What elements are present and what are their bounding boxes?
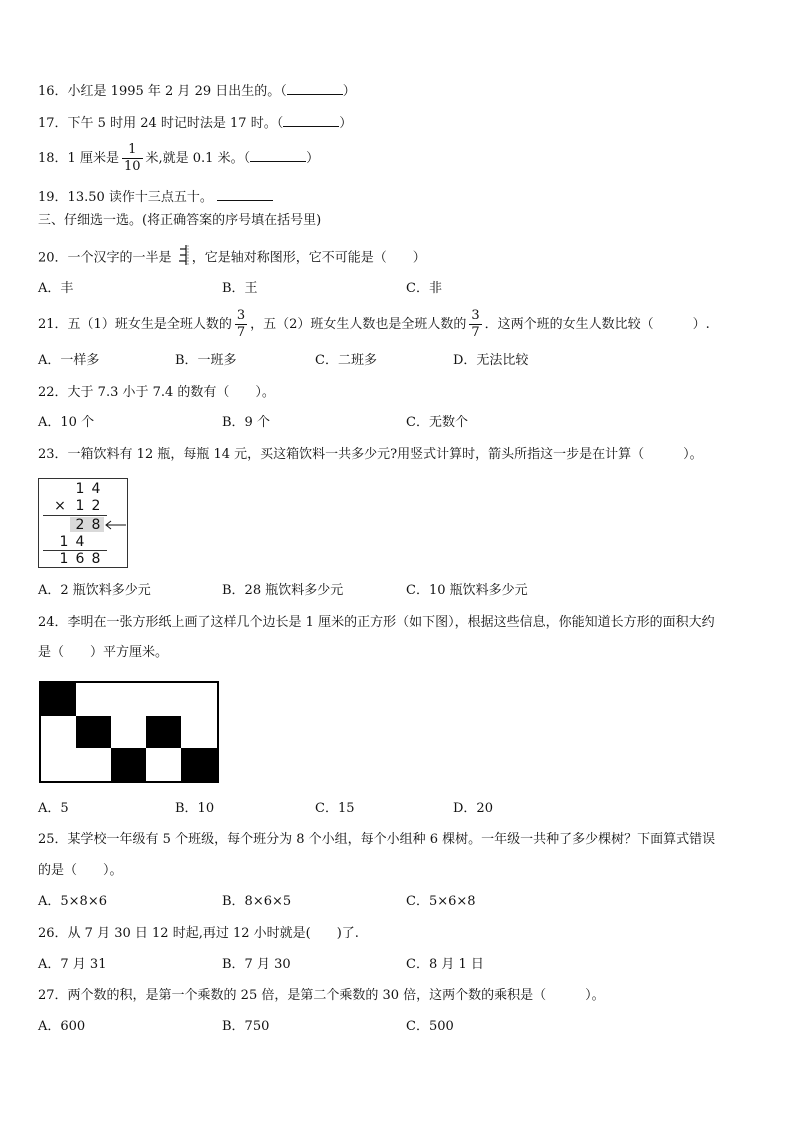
question-21: 21．五（1）班女生是全班人数的 $\frac{3}{7}$ ，五（2）班女生人数也是全班人数的 $\frac{3}{7}$ ．这两个班的女生人数比较（ ）.: [38, 308, 710, 340]
option-b[interactable]: B．王: [222, 281, 258, 296]
question-25: [38, 831, 715, 849]
answer-blank[interactable]: [287, 82, 343, 95]
answer-blank[interactable]: [283, 114, 339, 127]
option-c[interactable]: C．15: [315, 801, 355, 816]
question-22: [38, 384, 275, 402]
option-a[interactable]: A．2 瓶饮料多少元: [38, 583, 151, 598]
option-a[interactable]: A．一样多: [38, 353, 100, 368]
question-text: 李明在一张方形纸上画了这样几个边长是 1 厘米的正方形（如下图），根据这些信息，你能知道长方形的面积大约: [67, 615, 715, 630]
question-18: 18．1 厘米是 $\frac{1}{10}$ 米,就是 0.1 米。（ ）: [38, 142, 320, 174]
option-a[interactable]: A．5×8×6: [38, 894, 107, 909]
question-24: [38, 614, 715, 632]
unit-square: [111, 748, 146, 781]
unit-square: [41, 683, 76, 716]
unit-square: [146, 716, 181, 748]
question-text: 下午 5 时用 24 时记时法是 17 时。（: [67, 116, 284, 131]
unit-square: [76, 716, 111, 748]
option-c[interactable]: C．8 月 1 日: [406, 957, 484, 972]
question-number: 27．: [38, 988, 68, 1003]
question-17: 17．下午 5 时用 24 时记时法是 17 时。（ ）: [38, 116, 353, 131]
question-text: 从 7 月 30 日 12 时起,再过 12 小时就是( )了.: [67, 926, 359, 941]
option-c[interactable]: C．非: [406, 281, 442, 296]
question-27: [38, 987, 605, 1005]
question-number: 25．: [38, 832, 68, 847]
question-number: 22．: [38, 385, 68, 400]
fraction: $\frac{3}{7}$: [471, 308, 480, 340]
option-a[interactable]: A．5: [38, 801, 69, 816]
question-number: 17．: [38, 116, 68, 131]
half-character-figure: [178, 244, 190, 272]
option-b[interactable]: B．9 个: [222, 415, 270, 430]
question-number: 16．: [38, 84, 68, 99]
question-23: [38, 446, 703, 464]
option-c[interactable]: C．二班多: [315, 353, 377, 368]
question-number: 23．: [38, 447, 68, 462]
question-number: 21．: [38, 317, 68, 332]
question-20: 20．一个汉字的一半是 ，它是轴对称图形，它不可能是（ ）: [38, 244, 426, 272]
question-text: 两个数的积，是第一个乘数的 25 倍，是第二个乘数的 30 倍，这两个数的乘积是（ ）。: [67, 988, 605, 1003]
option-a[interactable]: A．丰: [38, 281, 74, 296]
option-d[interactable]: D．无法比较: [453, 353, 529, 368]
option-b[interactable]: B．10: [175, 801, 215, 816]
question-16: 16．小红是 1995 年 2 月 29 日出生的。（ ）: [38, 84, 356, 99]
fraction: $\frac{1}{10}$: [123, 142, 141, 174]
question-text: 13.50 读作十三点五十。: [67, 190, 213, 205]
rectangle-figure: [39, 681, 219, 783]
option-b[interactable]: B．750: [222, 1019, 270, 1034]
option-b[interactable]: B．28 瓶饮料多少元: [222, 583, 344, 598]
option-c[interactable]: C．无数个: [406, 415, 468, 430]
answer-blank[interactable]: [250, 149, 306, 162]
question-number: 20．: [38, 250, 68, 266]
option-a[interactable]: A．10 个: [38, 415, 95, 430]
option-a[interactable]: A．600: [38, 1019, 86, 1034]
question-19: [38, 188, 273, 207]
question-number: 18．: [38, 151, 68, 166]
option-d[interactable]: D．20: [453, 801, 493, 816]
option-c[interactable]: C．10 瓶饮料多少元: [406, 583, 528, 598]
question-number: 19．: [38, 190, 68, 205]
question-text: 一箱饮料有 12 瓶，每瓶 14 元，买这箱饮料一共多少元?用竖式计算时，箭头所指这一步是在计算（ ）。: [67, 447, 703, 462]
option-b[interactable]: B．7 月 30: [222, 957, 291, 972]
question-number: 24．: [38, 615, 68, 630]
question-24-continued: 是（ ）平方厘米。: [38, 645, 169, 660]
arrow-icon: [103, 519, 127, 531]
question-text: 大于 7.3 小于 7.4 的数有（ ）。: [67, 385, 275, 400]
option-c[interactable]: C．500: [406, 1019, 454, 1034]
unit-square: [181, 748, 217, 781]
question-25-continued: 的是（ ）。: [38, 863, 123, 878]
question-26: [38, 925, 359, 943]
vertical-multiplication-figure: 1 4 × 1 2 2 8 1 4 1 6 8: [38, 478, 128, 568]
question-text: 小红是 1995 年 2 月 29 日出生的。（: [67, 84, 287, 99]
multiply-sign: ×: [54, 498, 66, 514]
fraction: $\frac{3}{7}$: [236, 308, 246, 340]
option-b[interactable]: B．8×6×5: [222, 894, 292, 909]
section-heading: 三、仔细选一选。(将正确答案的序号填在括号里): [38, 213, 322, 228]
question-number: 26．: [38, 926, 68, 941]
option-a[interactable]: A．7 月 31: [38, 957, 107, 972]
question-text: 某学校一年级有 5 个班级，每个班分为 8 个小组，每个小组种 6 棵树。一年级一共种了多少棵树？下面算式错误: [67, 832, 716, 847]
option-b[interactable]: B．一班多: [175, 353, 237, 368]
option-c[interactable]: C．5×6×8: [406, 894, 476, 909]
answer-blank[interactable]: [217, 188, 273, 201]
